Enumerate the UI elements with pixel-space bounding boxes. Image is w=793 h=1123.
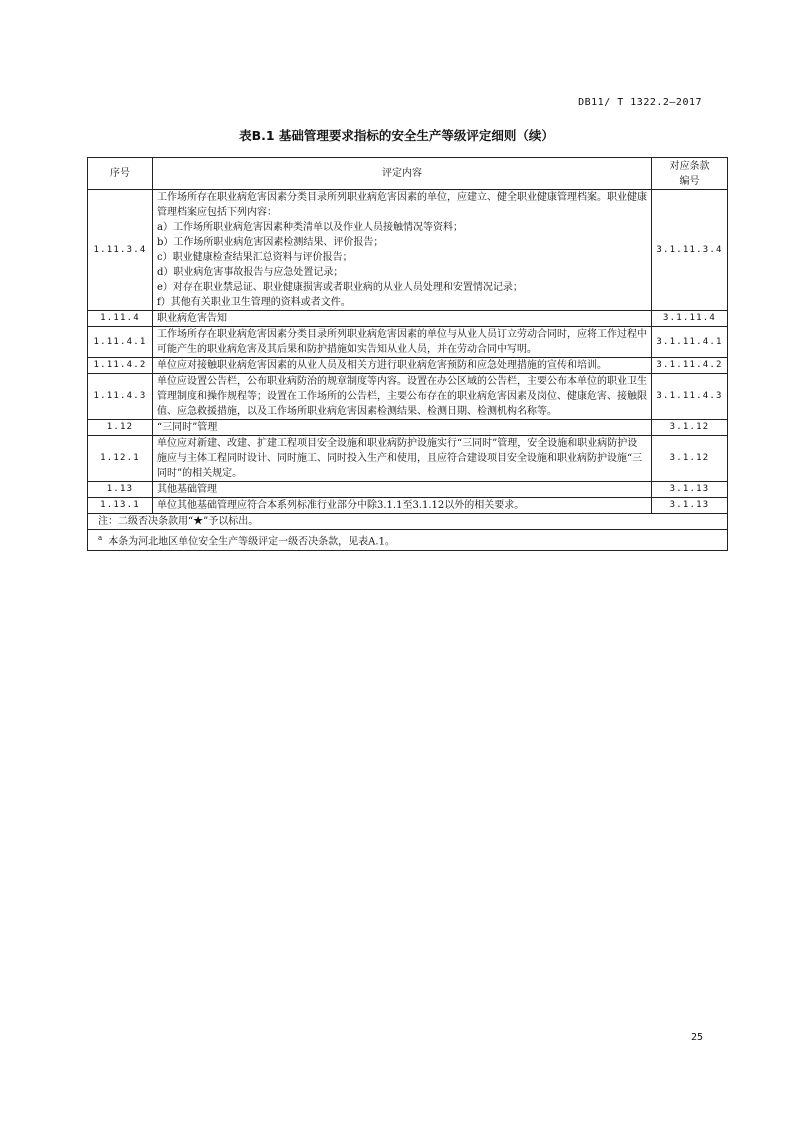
row-seq: 1.11.4 <box>88 311 153 327</box>
row-clause: 3.1.11.3.4 <box>652 190 728 311</box>
content-line: e）对存在职业禁忌证、职业健康损害或者职业病的从业人员处理和安置情况记录； <box>157 282 523 293</box>
row-clause: 3.1.12 <box>652 420 728 436</box>
row-content: 单位其他基础管理应符合本系列标准行业部分中除3.1.1至3.1.12以外的相关要求。 <box>153 498 652 514</box>
row-seq: 1.13.1 <box>88 498 153 514</box>
table-note-row <box>88 514 728 530</box>
row-content: 单位应对接触职业病危害因素的从业人员及相关方进行职业病危害预防和应急处理措施的宣传和培训。 <box>153 358 652 374</box>
content-line: f）其他有关职业卫生管理的资料或者文件。 <box>157 297 351 308</box>
footnote-mark: a <box>98 533 103 542</box>
row-content: “三同时”管理 <box>153 420 652 436</box>
row-seq: 1.11.4.3 <box>88 374 153 420</box>
content-line: 工作场所存在职业病危害因素分类目录所列职业病危害因素的单位，应建立、健全职业健康管理档案。职业健康管理档案应包括下列内容： <box>157 192 647 218</box>
content-line: d）职业病危害事故报告与应急处置记录； <box>157 267 344 278</box>
header-seq: 序号 <box>88 158 153 190</box>
table-row <box>88 420 728 436</box>
document-code: DB11/ T 1322.2—2017 <box>578 97 702 108</box>
table-row <box>88 436 728 482</box>
table-row <box>88 482 728 498</box>
row-clause: 3.1.13 <box>652 482 728 498</box>
row-clause: 3.1.11.4 <box>652 311 728 327</box>
row-clause: 3.1.11.4.1 <box>652 327 728 358</box>
header-clause <box>652 158 728 190</box>
content-line: b）工作场所职业病危害因素检测结果、评价报告； <box>157 237 384 248</box>
row-seq: 1.11.3.4 <box>88 190 153 311</box>
row-content: 单位应设置公告栏，公布职业病防治的规章制度等内容。设置在办公区域的公告栏，主要公布本单位的职业卫生管理制度和操作规程等；设置在工作场所的公告栏，主要公布存在的职业病危害因素及岗位、健康危害、接触限值、应急救援措施，以及工作场所职业病危害因素检测结果、检测日期、检测机构名称等。 <box>153 374 652 420</box>
row-seq: 1.11.4.2 <box>88 358 153 374</box>
table-footnote-row <box>88 530 728 551</box>
header-clause-line1: 对应条款 <box>669 160 710 172</box>
page-number: 25 <box>690 1032 703 1043</box>
table-row <box>88 498 728 514</box>
row-clause: 3.1.13 <box>652 498 728 514</box>
row-seq: 1.12.1 <box>88 436 153 482</box>
row-content: 其他基础管理 <box>153 482 652 498</box>
header-clause-line2: 编号 <box>679 175 700 187</box>
row-seq: 1.13 <box>88 482 153 498</box>
table-title: 表B.1 基础管理要求指标的安全生产等级评定细则（续） <box>239 128 554 143</box>
row-content: 工作场所存在职业病危害因素分类目录所列职业病危害因素的单位与从业人员订立劳动合同时，应将工作过程中可能产生的职业病危害及其后果和防护措施如实告知从业人员，并在劳动合同中写明。 <box>153 327 652 358</box>
table-header-row <box>88 158 728 190</box>
table-note: 注：二级否决条款用“★”予以标出。 <box>88 514 728 530</box>
header-content: 评定内容 <box>153 158 652 190</box>
footnote-text: 本条为河北地区单位安全生产等级评定一级否决条款，见表A.1。 <box>108 536 395 548</box>
table-row <box>88 190 728 311</box>
row-content <box>153 190 652 311</box>
row-content: 职业病危害告知 <box>153 311 652 327</box>
row-clause: 3.1.12 <box>652 436 728 482</box>
row-seq: 1.11.4.1 <box>88 327 153 358</box>
content-line: c）职业健康检查结果汇总资料与评价报告； <box>157 252 353 263</box>
assessment-table <box>87 157 728 551</box>
table-footnote <box>88 530 728 551</box>
row-clause: 3.1.11.4.3 <box>652 374 728 420</box>
row-clause: 3.1.11.4.2 <box>652 358 728 374</box>
table-row <box>88 358 728 374</box>
table-row <box>88 311 728 327</box>
row-seq: 1.12 <box>88 420 153 436</box>
row-content: 单位应对新建、改建、扩建工程项目安全设施和职业病防护设施实行“三同时”管理，安全设施和职业病防护设施应与主体工程同时设计、同时施工、同时投入生产和使用，且应符合建设项目安全设施和职业病防护设施“三同时”的相关规定。 <box>153 436 652 482</box>
content-line: a）工作场所职业病危害因素种类清单以及作业人员接触情况等资料； <box>157 222 463 233</box>
table-row <box>88 327 728 358</box>
table-row <box>88 374 728 420</box>
